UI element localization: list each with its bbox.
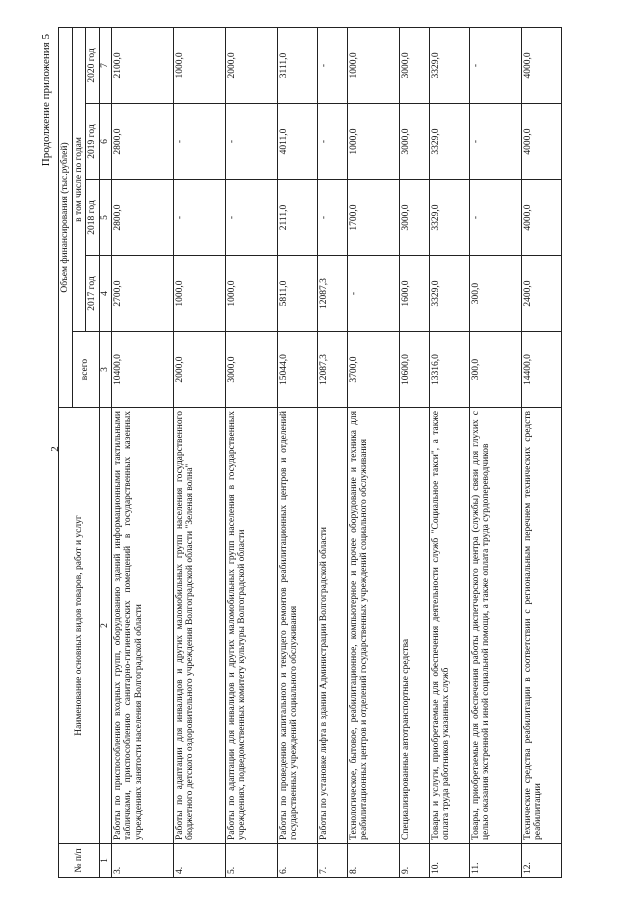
row-value-2018: 2111,0: [277, 180, 317, 256]
column-number: 7: [99, 27, 111, 103]
row-number: 10.: [429, 844, 469, 878]
row-number: 5.: [225, 844, 277, 878]
row-total: 300,0: [469, 332, 521, 408]
rotated-sheet: [40, 28, 600, 878]
table-row: [111, 27, 173, 877]
row-description: Работы по приспособлению входных групп, оборудованию зданий информационными тактильными табличками, приспособлению санитарно-гигиенических помещений в государственных казенных учреждениях занятости населения Волгоградской области: [111, 408, 173, 844]
row-value-2019: 4011,0: [277, 104, 317, 180]
row-total: 10400,0: [111, 332, 173, 408]
table-row: [469, 27, 521, 877]
row-value-2020: 3329,0: [429, 27, 469, 103]
row-number: 6.: [277, 844, 317, 878]
row-value-2020: 3000,0: [399, 27, 429, 103]
row-number: 8.: [347, 844, 399, 878]
table-row: [277, 27, 317, 877]
row-value-2019: 4000,0: [521, 104, 561, 180]
row-number: 11.: [469, 844, 521, 878]
table-row: [317, 27, 347, 877]
row-value-2017: 5811,0: [277, 256, 317, 332]
table-body: [111, 27, 561, 877]
row-value-2019: -: [317, 104, 347, 180]
column-number: 2: [99, 408, 111, 844]
row-value-2018: 3000,0: [399, 180, 429, 256]
column-number: 3: [99, 332, 111, 408]
row-value-2020: 2000,0: [225, 27, 277, 103]
row-total: 12087,3: [317, 332, 347, 408]
header-by-years: в том числе по годам: [72, 27, 86, 331]
header-total: всего: [72, 332, 99, 408]
header-num: № п/п: [59, 844, 100, 878]
column-number: 1: [99, 844, 111, 878]
row-value-2017: -: [347, 256, 399, 332]
table-row: [347, 27, 399, 877]
row-value-2018: -: [173, 180, 225, 256]
column-number: 5: [99, 180, 111, 256]
row-value-2019: 1000,0: [347, 104, 399, 180]
header-year-2018: 2018 год: [86, 180, 100, 256]
row-value-2017: 300,0: [469, 256, 521, 332]
row-value-2020: 1000,0: [347, 27, 399, 103]
row-value-2017: 3329,0: [429, 256, 469, 332]
column-number: 6: [99, 104, 111, 180]
header-year-2019: 2019 год: [86, 104, 100, 180]
table-row: [173, 27, 225, 877]
row-value-2020: 2100,0: [111, 27, 173, 103]
row-value-2019: 3000,0: [399, 104, 429, 180]
row-value-2019: 3329,0: [429, 104, 469, 180]
row-value-2019: -: [173, 104, 225, 180]
row-value-2019: -: [469, 104, 521, 180]
table-row: [399, 27, 429, 877]
header-funding: Объем финансирования (тыс.рублей): [59, 27, 73, 407]
row-value-2017: 1600,0: [399, 256, 429, 332]
row-number: 7.: [317, 844, 347, 878]
row-number: 4.: [173, 844, 225, 878]
column-number: 4: [99, 256, 111, 332]
row-total: 15044,0: [277, 332, 317, 408]
row-description: Технические средства реабилитации в соответствии с региональным перечнем технических средств реабилитации: [521, 408, 561, 844]
table-row: [521, 27, 561, 877]
continuation-note: Продолжение приложения 5: [40, 34, 52, 167]
row-description: Работы по проведению капитального и текущего ремонтов реабилитационных центров и отделений государственных учреждений социального обслуживания: [277, 408, 317, 844]
row-value-2017: 1000,0: [173, 256, 225, 332]
row-value-2017: 1000,0: [225, 256, 277, 332]
row-total: 3700,0: [347, 332, 399, 408]
table-row: [225, 27, 277, 877]
row-value-2020: 3111,0: [277, 27, 317, 103]
table-row: [429, 27, 469, 877]
row-description: Работы по адаптации для инвалидов и других маломобильных групп населения государственного бюджетного детского оздоровительного учреждения Волгоградской области "Зеленая волна": [173, 408, 225, 844]
row-value-2017: 2700,0: [111, 256, 173, 332]
row-value-2019: -: [225, 104, 277, 180]
row-value-2018: 2800,0: [111, 180, 173, 256]
row-description: Технологическое, бытовое, реабилитационное, компьютерное и прочее оборудование и техника для реабилитационных центров и отделений государственных учреждений социального обслуживания: [347, 408, 399, 844]
row-value-2020: -: [469, 27, 521, 103]
header-year-2020: 2020 год: [86, 27, 100, 103]
row-total: 2000,0: [173, 332, 225, 408]
row-number: 3.: [111, 844, 173, 878]
row-value-2018: 4000,0: [521, 180, 561, 256]
row-value-2018: -: [317, 180, 347, 256]
page-number: 2: [48, 446, 61, 452]
row-value-2019: 2800,0: [111, 104, 173, 180]
header-name: Наименование основных видов товаров, работ и услуг: [59, 408, 100, 844]
row-description: Работы по адаптации для инвалидов и других маломобильных групп населения в государственных учреждениях, подведомственных комитету культуры Волгоградской области: [225, 408, 277, 844]
row-description: Товары и услуги, приобретаемые для обеспечения деятельности служб "Социальное такси", а также оплата труда работников указанных служб: [429, 408, 469, 844]
row-value-2018: -: [225, 180, 277, 256]
row-value-2018: 1700,0: [347, 180, 399, 256]
row-total: 13316,0: [429, 332, 469, 408]
row-value-2017: 12087,3: [317, 256, 347, 332]
row-total: 3000,0: [225, 332, 277, 408]
header-year-2017: 2017 год: [86, 256, 100, 332]
row-total: 10600,0: [399, 332, 429, 408]
row-description: Работы по установке лифта в здании Администрации Волгоградской области: [317, 408, 347, 844]
row-number: 12.: [521, 844, 561, 878]
row-number: 9.: [399, 844, 429, 878]
row-description: Специализированные автотранспортные средства: [399, 408, 429, 844]
row-value-2017: 2400,0: [521, 256, 561, 332]
row-value-2018: -: [469, 180, 521, 256]
row-value-2020: -: [317, 27, 347, 103]
row-total: 14400,0: [521, 332, 561, 408]
row-value-2020: 4000,0: [521, 27, 561, 103]
funding-table: [58, 27, 562, 878]
row-value-2018: 3329,0: [429, 180, 469, 256]
row-value-2020: 1000,0: [173, 27, 225, 103]
row-description: Товары, приобретаемые для обеспечения работы диспетчерского центра (службы) связи для глухих с целью оказания экстренной и иной социальной помощи, а также оплата труда сурдопереводчиков: [469, 408, 521, 844]
